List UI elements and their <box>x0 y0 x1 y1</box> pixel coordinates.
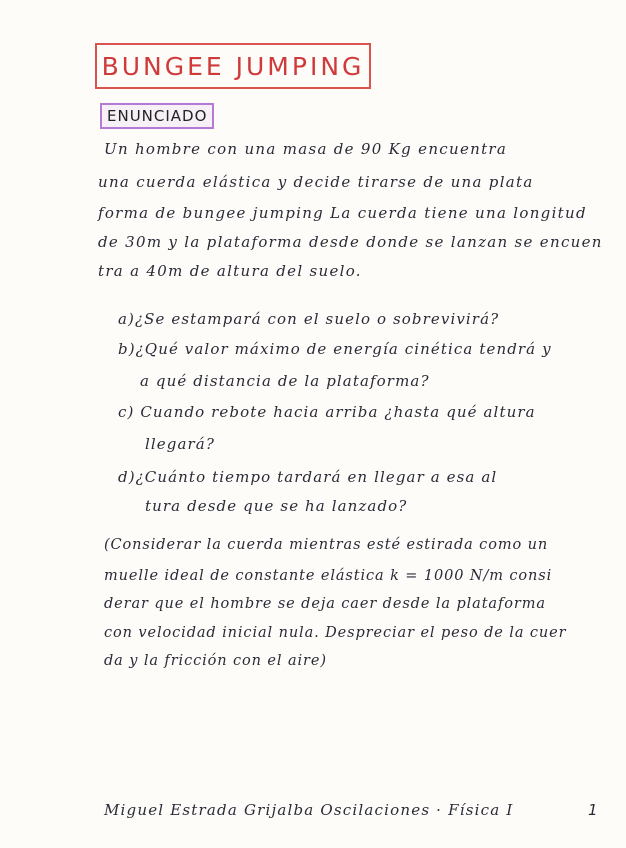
statement-line-5: tra a 40m de altura del suelo. <box>98 262 362 280</box>
question-c-line-2: llegará? <box>145 435 215 453</box>
title-box <box>95 43 371 89</box>
section-label: ENUNCIADO <box>107 107 208 125</box>
page-title: BUNGEE JUMPING <box>101 51 365 81</box>
page-number: 1 <box>588 801 598 819</box>
note-line-1: (Considerar la cuerda mientras esté estirada como un <box>104 537 549 553</box>
question-d-line-1: d)¿Cuánto tiempo tardará en llegar a esa al <box>118 468 498 486</box>
statement-line-3: forma de bungee jumping La cuerda tiene una longitud <box>98 204 587 222</box>
statement-line-1: Un hombre con una masa de 90 Kg encuentra <box>104 140 508 158</box>
note-line-5: da y la fricción con el aire) <box>104 653 327 669</box>
note-line-2: muelle ideal de constante elástica k = 1000 N/m consi <box>104 568 553 584</box>
question-d-line-2: tura desde que se ha lanzado? <box>145 497 408 515</box>
note-line-3: derar que el hombre se deja caer desde la plataforma <box>104 596 546 612</box>
question-c-line-1: c) Cuando rebote hacia arriba ¿hasta qué altura <box>118 403 536 421</box>
question-a: a)¿Se estampará con el suelo o sobrevivirá? <box>118 310 500 328</box>
footer-author-course: Miguel Estrada Grijalba Oscilaciones · Física I <box>104 801 514 819</box>
question-b-line-2: a qué distancia de la plataforma? <box>140 372 430 390</box>
question-b-line-1: b)¿Qué valor máximo de energía cinética tendrá y <box>118 340 552 358</box>
statement-line-2: una cuerda elástica y decide tirarse de una plata <box>98 173 534 191</box>
note-line-4: con velocidad inicial nula. Despreciar el peso de la cuer <box>104 625 567 641</box>
section-label-box <box>100 103 214 129</box>
statement-line-4: de 30m y la plataforma desde donde se lanzan se encuen <box>98 233 603 251</box>
